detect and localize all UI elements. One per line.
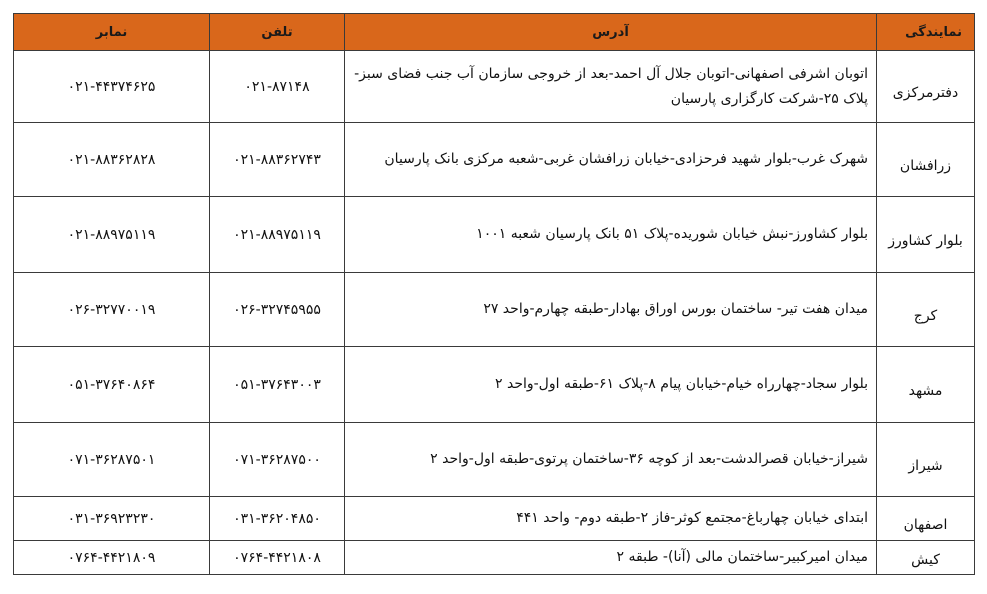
office-cell: دفترمرکزی — [877, 51, 975, 123]
address-cell: میدان امیرکبیر-ساختمان مالی (آنا)- طبقه ۲ — [345, 541, 877, 575]
fax-cell: ۰۷۶۴-۴۴۲۱۸۰۹ — [14, 541, 210, 575]
table-row — [14, 197, 975, 273]
table-row — [14, 123, 975, 197]
offices-table-wrapper — [13, 13, 975, 575]
table-row — [14, 423, 975, 497]
phone-cell: ۰۷۱-۳۶۲۸۷۵۰۰ — [210, 423, 345, 497]
phone-cell: ۰۲۱-۸۸۹۷۵۱۱۹ — [210, 197, 345, 273]
address-cell: میدان هفت تیر- ساختمان بورس اوراق بهادار-طبقه چهارم-واحد ۲۷ — [345, 273, 877, 347]
offices-table — [13, 13, 975, 575]
address-cell: اتوبان اشرفی اصفهانی-اتوبان جلال آل احمد-بعد از خروجی سازمان آب جنب فضای سبز-پلاک ۲۵-شرکت کارگزاری پارسیان — [345, 51, 877, 123]
table-header-row — [14, 14, 975, 51]
table-row — [14, 497, 975, 541]
header-address: آدرس — [345, 14, 877, 51]
fax-cell: ۰۲۱-۴۴۳۷۴۶۲۵ — [14, 51, 210, 123]
fax-cell: ۰۵۱-۳۷۶۴۰۸۶۴ — [14, 347, 210, 423]
fax-cell: ۰۲۱-۸۸۹۷۵۱۱۹ — [14, 197, 210, 273]
address-cell: شهرک غرب-بلوار شهید فرحزادی-خیابان زرافشان غربی-شعبه مرکزی بانک پارسیان — [345, 123, 877, 197]
table-row — [14, 347, 975, 423]
address-cell: بلوار کشاورز-نبش خیابان شوریده-پلاک ۵۱ بانک پارسیان شعبه ۱۰۰۱ — [345, 197, 877, 273]
office-cell: اصفهان — [877, 497, 975, 541]
office-cell: بلوار کشاورز — [877, 197, 975, 273]
phone-cell: ۰۳۱-۳۶۲۰۴۸۵۰ — [210, 497, 345, 541]
phone-cell: ۰۷۶۴-۴۴۲۱۸۰۸ — [210, 541, 345, 575]
address-cell: ابتدای خیابان چهارباغ-مجتمع کوثر-فاز ۲-طبقه دوم- واحد ۴۴۱ — [345, 497, 877, 541]
office-cell: کیش — [877, 541, 975, 575]
phone-cell: ۰۲۱-۸۷۱۴۸ — [210, 51, 345, 123]
fax-cell: ۰۷۱-۳۶۲۸۷۵۰۱ — [14, 423, 210, 497]
address-cell: شیراز-خیابان قصرالدشت-بعد از کوچه ۳۶-ساختمان پرتوی-طبقه اول-واحد ۲ — [345, 423, 877, 497]
fax-cell: ۰۳۱-۳۶۹۲۳۲۳۰ — [14, 497, 210, 541]
office-cell: زرافشان — [877, 123, 975, 197]
office-cell: کرج — [877, 273, 975, 347]
phone-cell: ۰۲۶-۳۲۷۴۵۹۵۵ — [210, 273, 345, 347]
table-row — [14, 51, 975, 123]
fax-cell: ۰۲۶-۳۲۷۷۰۰۱۹ — [14, 273, 210, 347]
phone-cell: ۰۲۱-۸۸۳۶۲۷۴۳ — [210, 123, 345, 197]
header-phone: تلفن — [210, 14, 345, 51]
address-cell: بلوار سجاد-چهارراه خیام-خیابان پیام ۸-پلاک ۶۱-طبقه اول-واحد ۲ — [345, 347, 877, 423]
fax-cell: ۰۲۱-۸۸۳۶۲۸۲۸ — [14, 123, 210, 197]
header-office: نمایندگی — [877, 14, 975, 51]
office-cell: مشهد — [877, 347, 975, 423]
table-row — [14, 541, 975, 575]
table-row — [14, 273, 975, 347]
office-cell: شیراز — [877, 423, 975, 497]
header-fax: نمابر — [14, 14, 210, 51]
phone-cell: ۰۵۱-۳۷۶۴۳۰۰۳ — [210, 347, 345, 423]
